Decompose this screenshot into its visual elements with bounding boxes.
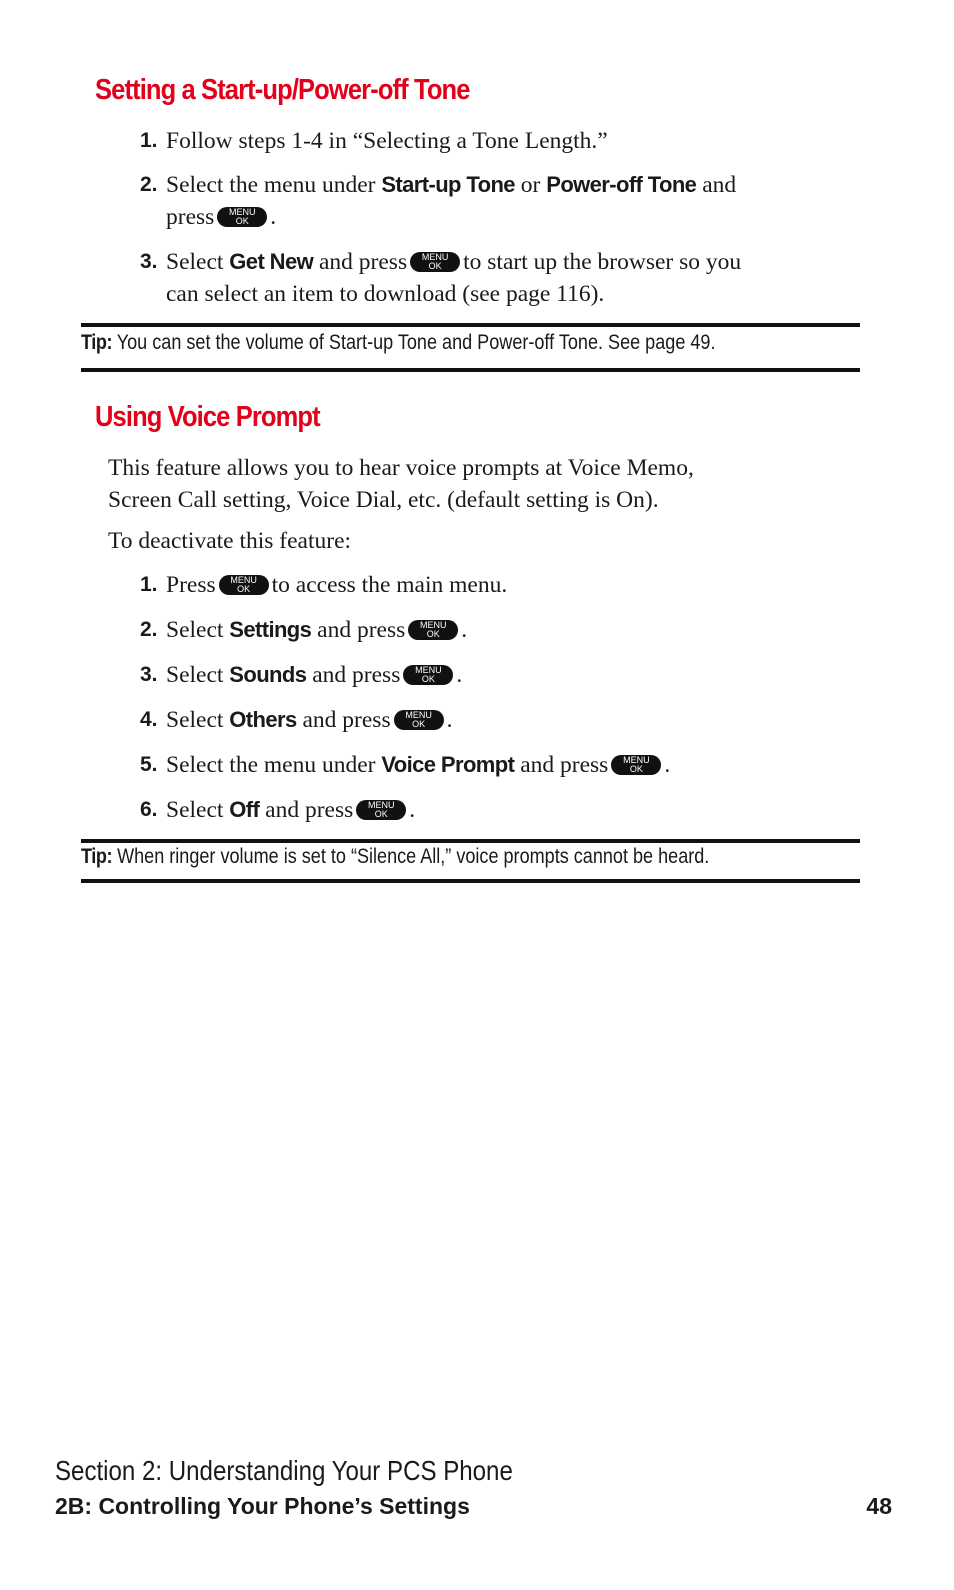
step-text: and press	[313, 249, 408, 275]
step-number: 1.	[140, 573, 158, 596]
footer-chapter-title: 2B: Controlling Your Phone’s Settings	[55, 1493, 470, 1519]
step-2	[140, 169, 860, 235]
menu-label-settings: Settings	[229, 617, 312, 642]
step-text: to start up the browser so you	[463, 249, 742, 275]
menu-label-poweroff-tone: Power-off Tone	[546, 172, 697, 197]
tip-text: When ringer volume is set to “Silence All,” voice prompts cannot be heard.	[112, 845, 710, 868]
menu-label-others: Others	[229, 707, 297, 732]
step-number: 3.	[140, 250, 158, 273]
step-text: Select	[166, 249, 230, 275]
menu-label-startup-tone: Start-up Tone	[381, 172, 515, 197]
menu-label-get-new: Get New	[229, 249, 314, 274]
deactivate-text: To deactivate this feature:	[108, 528, 352, 554]
step-number: 1.	[140, 129, 158, 152]
footer-section-title: Section 2: Understanding Your PCS Phone	[55, 1455, 513, 1486]
step-text: Follow steps 1-4 in “Selecting a Tone Length.”	[166, 128, 608, 154]
step-3	[140, 246, 860, 312]
step-text: or	[514, 172, 547, 198]
menu-ok-key-icon: MENU OK	[219, 575, 269, 595]
step-text: press	[166, 204, 215, 230]
menu-ok-key-icon: MENU OK	[611, 755, 661, 775]
step-number: 6.	[140, 798, 158, 821]
step-number: 2.	[140, 173, 158, 196]
tip-text: You can set the volume of Start-up Tone and Power-off Tone. See page 49.	[112, 331, 716, 354]
tip-box-silence	[81, 839, 860, 883]
menu-ok-key-icon: MENU OK	[408, 620, 458, 640]
tip-label: Tip:	[81, 845, 113, 868]
step-number: 2.	[140, 618, 158, 641]
page-number: 48	[866, 1493, 892, 1519]
tip-box-volume	[81, 323, 860, 372]
menu-ok-key-icon: MENU OK	[394, 710, 444, 730]
step-number: 3.	[140, 663, 158, 686]
step-number: 5.	[140, 753, 158, 776]
tip-label: Tip:	[81, 331, 113, 354]
section-title-startup-tone: Setting a Start-up/Power-off Tone	[95, 74, 470, 106]
section-title-voice-prompt: Using Voice Prompt	[95, 401, 320, 433]
menu-ok-key-icon: MENU OK	[403, 665, 453, 685]
menu-label-off: Off	[229, 797, 260, 822]
step-number: 4.	[140, 708, 158, 731]
step-text: can select an item to download (see page 116).	[166, 281, 605, 307]
menu-label-voice-prompt: Voice Prompt	[381, 752, 515, 777]
step-text: and	[696, 172, 737, 198]
step-text: .	[270, 204, 277, 230]
menu-ok-key-icon: MENU OK	[356, 800, 406, 820]
menu-label-sounds: Sounds	[229, 662, 307, 687]
intro-paragraph: This feature allows you to hear voice prompts at Voice Memo, Screen Call setting, Voice Dial, etc. (default setting is On).	[108, 455, 694, 513]
menu-ok-key-icon: MENU OK	[217, 207, 267, 227]
step-text: Select the menu under	[166, 172, 382, 198]
menu-ok-key-icon: MENU OK	[410, 252, 460, 272]
